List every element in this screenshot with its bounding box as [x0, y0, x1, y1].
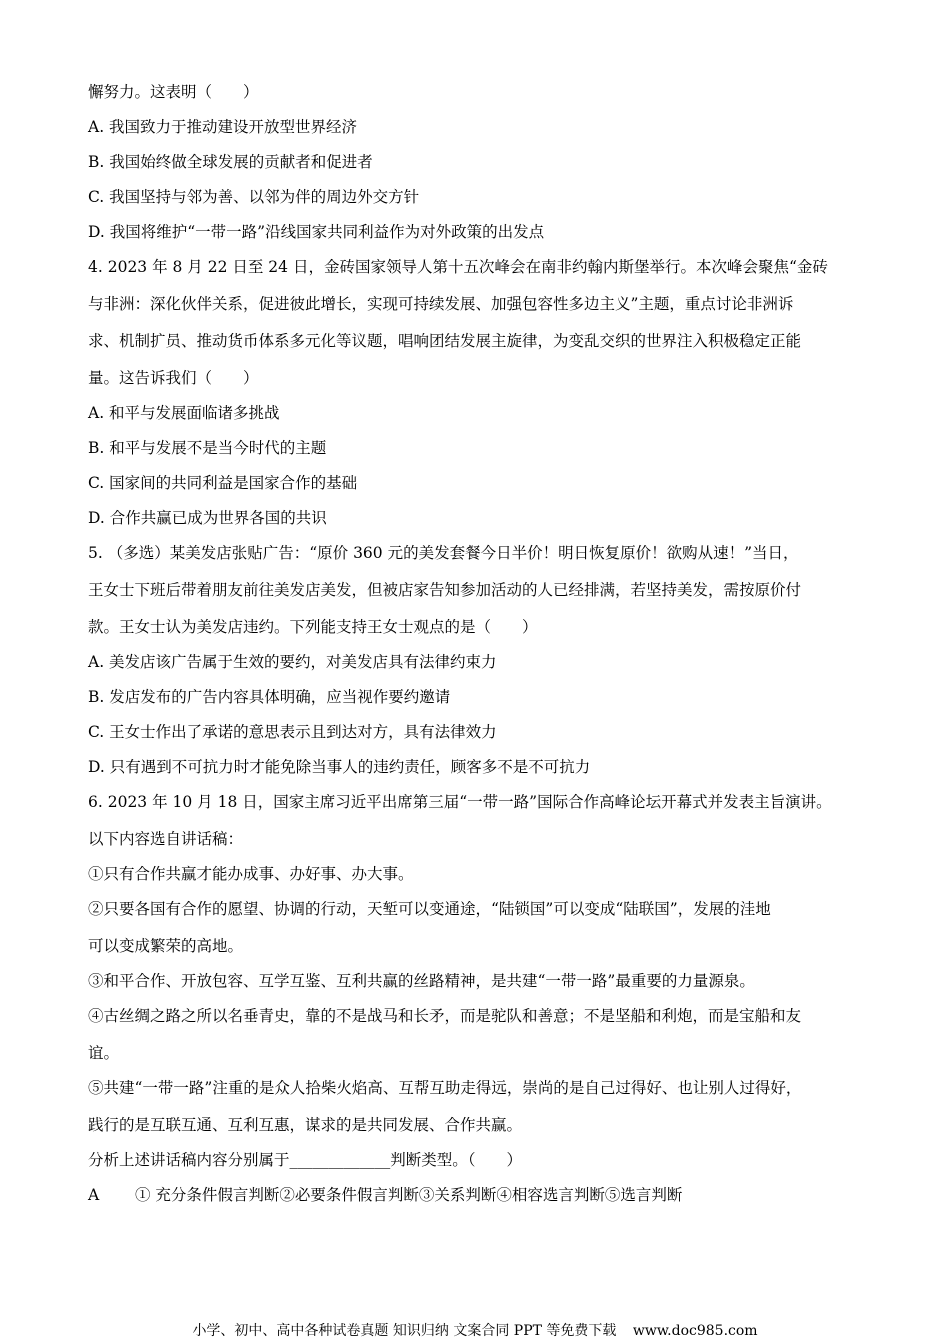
text-line: 践行的是互联互通、互利互惠，谋求的是共同发展、合作共赢。 — [88, 1116, 523, 1134]
text-line: ⑤共建“一带一路”注重的是众人拾柴火焰高、互帮互助走得远，崇尚的是自己过得好、也让别人过得好， — [88, 1079, 802, 1097]
text-line: A. 我国致力于推动建设开放型世界经济 — [88, 118, 358, 136]
text-line: 分析上述讲话稿内容分别属于_____________判断类型。（ ） — [88, 1151, 523, 1169]
text-line: 5. （多选）某美发店张贴广告：“原价 360 元的美发套餐今日半价！明日恢复原价！欲购从速！”当日， — [88, 544, 799, 562]
text-line: A. 美发店该广告属于生效的要约，对美发店具有法律约束力 — [88, 653, 497, 671]
text-line: 求、机制扩员、推动货币体系多元化等议题，唱响团结发展主旋律，为变乱交织的世界注入积极稳定正能 — [88, 332, 802, 350]
text-line: 6. 2023 年 10 月 18 日，国家主席习近平出席第三届“一带一路”国际合作高峰论坛开幕式并发表主旨演讲。 — [88, 793, 832, 811]
option-a-label: A — [88, 1186, 100, 1204]
text-line: B. 和平与发展不是当今时代的主题 — [88, 439, 327, 457]
text-line: C. 国家间的共同利益是国家合作的基础 — [88, 474, 358, 492]
text-line: B. 我国始终做全球发展的贡献者和促进者 — [88, 153, 373, 171]
text-line: 量。这告诉我们（ ） — [88, 369, 259, 387]
text-line: 懈努力。这表明（ ） — [88, 83, 259, 101]
footer-link[interactable]: www.doc985.com — [632, 1323, 758, 1339]
text-line: ②只要各国有合作的愿望、协调的行动，天堑可以变通途，“陆锁国”可以变成“陆联国”，发展的洼地 — [88, 900, 771, 918]
text-line: D. 合作共赢已成为世界各国的共识 — [88, 509, 327, 527]
text-line: 与非洲：深化伙伴关系，促进彼此增长，实现可持续发展、加强包容性多边主义”主题，重点讨论非洲诉 — [88, 295, 794, 313]
text-line: D. 只有遇到不可抗力时才能免除当事人的违约责任，顾客多不是不可抗力 — [88, 758, 591, 776]
text-line: ③和平合作、开放包容、互学互鉴、互利共赢的丝路精神，是共建“一带一路”最重要的力量源泉。 — [88, 972, 755, 990]
text-line: B. 发店发布的广告内容具体明确，应当视作要约邀请 — [88, 688, 451, 706]
text-line: C. 我国坚持与邻为善、以邻为伴的周边外交方针 — [88, 188, 420, 206]
text-line: 王女士下班后带着朋友前往美发店美发，但被店家告知参加活动的人已经排满，若坚持美发，需按原价付 — [88, 581, 802, 599]
text-line: 4. 2023 年 8 月 22 日至 24 日，金砖国家领导人第十五次峰会在南非约翰内斯堡举行。本次峰会聚焦“金砖 — [88, 258, 828, 276]
text-line: A. 和平与发展面临诸多挑战 — [88, 404, 280, 422]
text-line: C. 王女士作出了承诺的意思表示且到达对方，具有法律效力 — [88, 723, 497, 741]
option-a-text: ① 充分条件假言判断②必要条件假言判断③关系判断④相容选言判断⑤选言判断 — [135, 1186, 683, 1204]
text-line: 以下内容选自讲话稿： — [88, 830, 244, 848]
text-line: 款。王女士认为美发店违约。下列能支持王女士观点的是（ ） — [88, 618, 538, 636]
footer-text: 小学、初中、高中各种试卷真题 知识归纳 文案合同 PPT 等免费下载 — [192, 1323, 617, 1339]
text-line: ①只有合作共赢才能办成事、办好事、办大事。 — [88, 865, 414, 883]
text-line: 可以变成繁荣的高地。 — [88, 937, 244, 955]
text-line: 谊。 — [88, 1044, 120, 1062]
page-footer — [0, 1322, 950, 1340]
text-line: ④古丝绸之路之所以名垂青史，靠的不是战马和长矛，而是驼队和善意；不是坚船和利炮，而是宝船和友 — [88, 1007, 802, 1025]
text-line: D. 我国将维护“一带一路”沿线国家共同利益作为对外政策的出发点 — [88, 223, 545, 241]
